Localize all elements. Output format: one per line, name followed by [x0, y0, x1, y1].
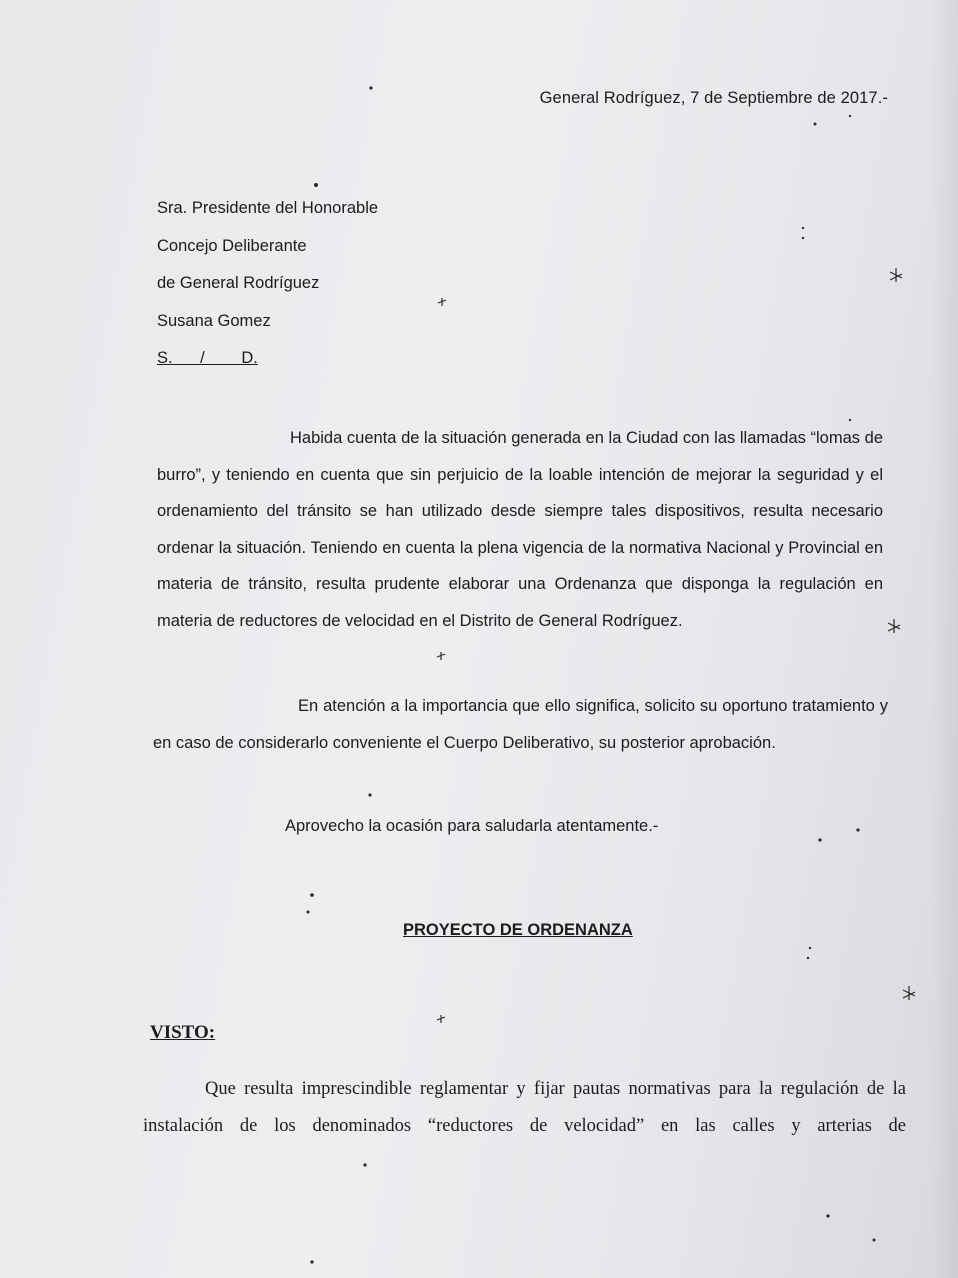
- speck-star: [890, 268, 902, 282]
- speck-dot: [310, 893, 314, 897]
- speck-dot: [849, 115, 851, 117]
- speck-dot: [314, 183, 318, 187]
- speck-dot: [856, 828, 859, 831]
- project-heading: PROYECTO DE ORDENANZA: [403, 921, 633, 939]
- speck-dot: [363, 1163, 366, 1166]
- speck-dot: [826, 1214, 829, 1217]
- su-despacho-mark: S. / D.: [157, 349, 258, 367]
- closing-line: Aprovecho la ocasión para saludarla atentamente.-: [285, 817, 659, 835]
- speck-dot: [818, 838, 821, 841]
- date-line: General Rodríguez, 7 de Septiembre de 2017.-: [539, 89, 888, 107]
- speck-dot: [849, 419, 851, 421]
- visto-heading: VISTO:: [150, 1022, 216, 1043]
- speck-dot: [802, 227, 804, 229]
- speck-dot: [368, 793, 371, 796]
- speck-dot: [807, 957, 809, 959]
- speck-dot: [310, 1260, 313, 1263]
- addressee-line-3: de General Rodríguez: [157, 274, 320, 292]
- visto-paragraph: Que resulta imprescindible reglamentar y fijar pautas normativas para la regulación de la instalación de los denominados “reductores de velocidad” en las calles y arterias de: [143, 1079, 906, 1136]
- speck-dot: [809, 947, 811, 949]
- speck-star: [888, 619, 900, 633]
- body-paragraph-1: Habida cuenta de la situación generada en la Ciudad con las llamadas “lomas de burro”, y teniendo en cuenta que sin perjuicio de la loable intención de mejorar la seguridad y el ordenamiento del tránsito se han utilizado desde siempre tales dispositivos, resulta necesario ordenar la situación. Teniendo en cuenta la plena vigencia de la normativa Nacional y Provincial en materia de tránsito, resulta prudente elaborar una Ordenanza que disponga la regulación en materia de reductores de velocidad en el Distrito de General Rodríguez.: [157, 429, 883, 630]
- speck-mark: [437, 1015, 445, 1023]
- speck-mark: [437, 652, 445, 660]
- speck-dot: [369, 86, 372, 89]
- body-paragraph-2: En atención a la importancia que ello significa, solicito su oportuno tratamiento y en caso de considerarlo conveniente el Cuerpo Deliberativo, su posterior aprobación.: [153, 697, 888, 752]
- speck-mark: [438, 298, 446, 306]
- speck-dot: [873, 1239, 876, 1242]
- addressee-line-2: Concejo Deliberante: [157, 236, 307, 255]
- speck-star: [903, 986, 915, 1000]
- addressee-name: Susana Gomez: [157, 311, 271, 330]
- addressee-line-1: Sra. Presidente del Honorable: [157, 199, 379, 217]
- speck-dot: [802, 237, 804, 239]
- speck-dot: [307, 911, 310, 914]
- speck-dot: [814, 123, 817, 126]
